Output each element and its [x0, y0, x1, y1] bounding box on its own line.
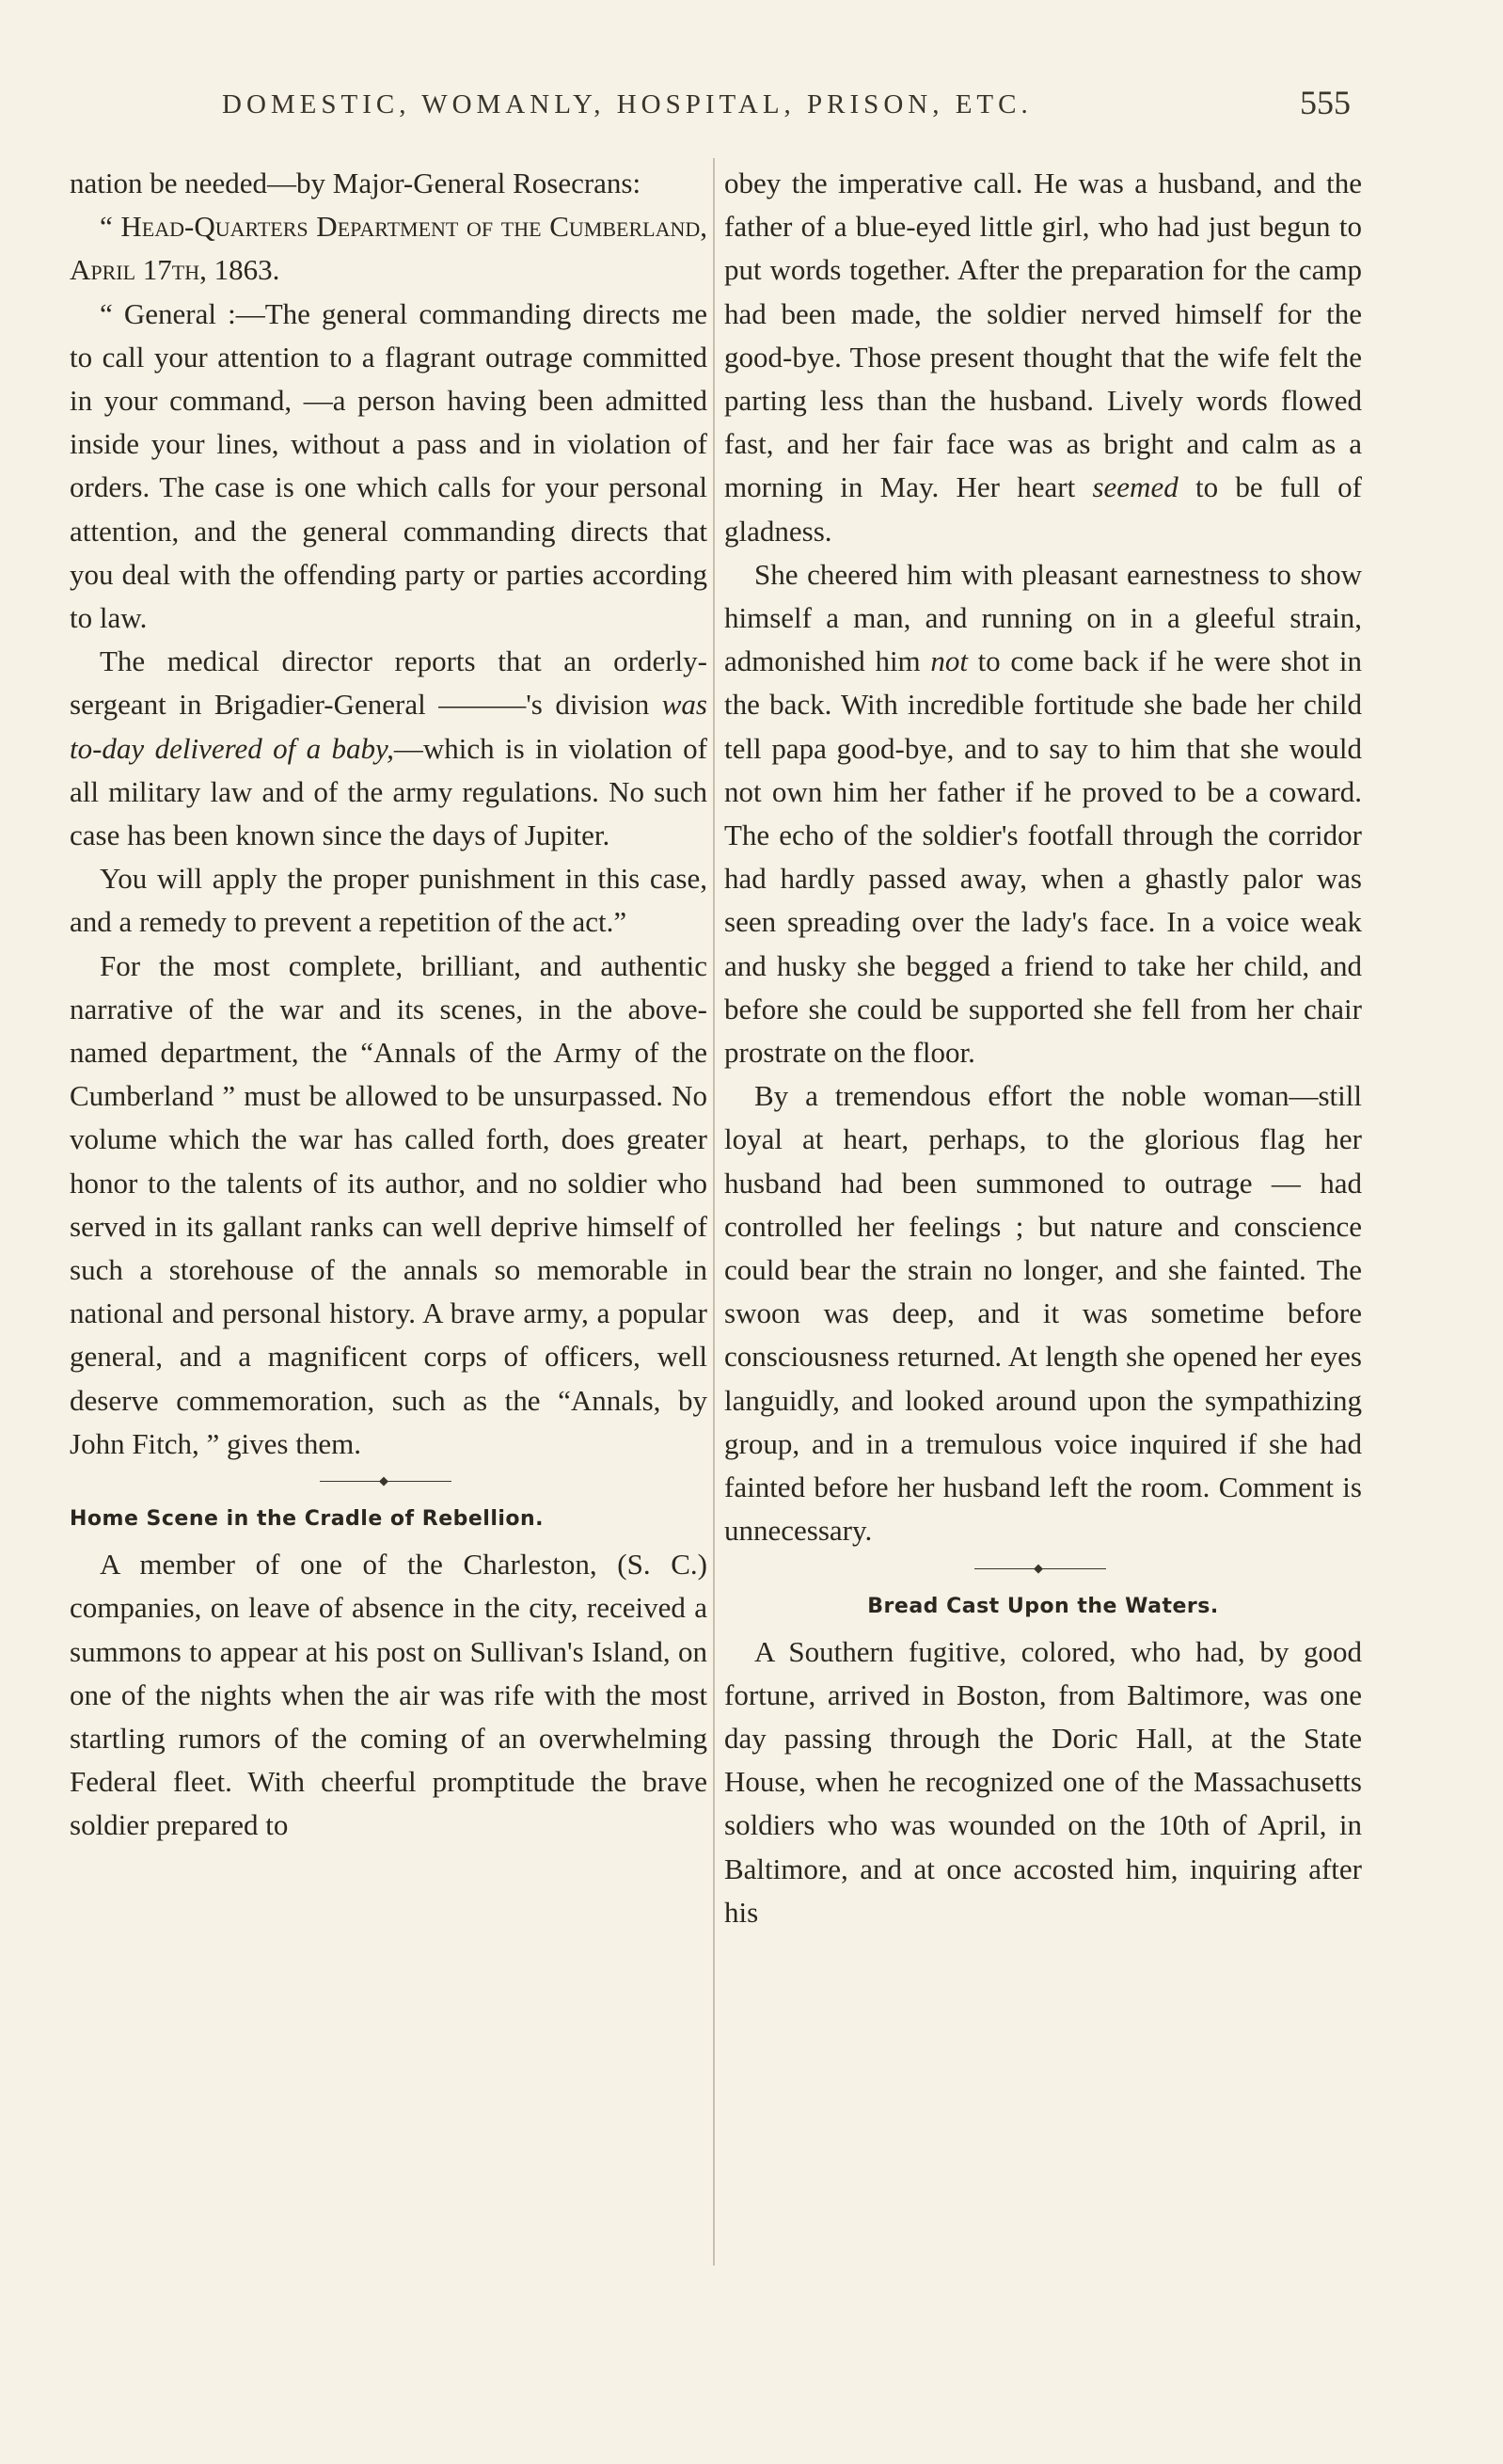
section-divider [724, 1553, 1362, 1583]
text-run: to be full of gladness. [724, 470, 1362, 548]
text-run: obey the imperative call. He was a husband, and the father of a blue-eyed little girl, who had just begun to put words together. After the preparation for the camp had been made, the soldier nerved himself for the good-bye. Those present thought that the wife felt the parting less than the husband. Lively words flowed fast, and her fair face was as bright and calm as a morning in May. Her heart [724, 167, 1362, 504]
section-title: Bread Cast Upon the Waters. [867, 1594, 1219, 1618]
paragraph: “ General :—The general commanding directs me to call your attention to a flagrant outrage committed in your command, —a person having been admitted inside your lines, without a pass and in violation of orders. The case is one which calls for your personal attention, and the general commanding directs that you deal with the offending party or parties according to law. [70, 296, 707, 635]
emphasis-text: seemed [1092, 470, 1179, 504]
paragraph [724, 553, 1362, 1074]
section-title: Home Scene in the Cradle of Rebellion. [70, 1507, 545, 1532]
paragraph: By a tremendous effort the noble woman—still loyal at heart, perhaps, to the glorious flag her husband had been summoned to outrage — had controlled her feelings ; but nature and conscience could bear the strain no longer, and she fainted. The swoon was deep, and it was sometime before consciousness returned. At length she opened her eyes languidly, and looked around upon the sympathizing group, and in a tremulous voice inquired if she had fainted before her husband left the room. Comment is unnecessary. [724, 1079, 1362, 1548]
section-divider [70, 1466, 707, 1496]
column-divider [713, 158, 715, 2265]
paragraph [724, 162, 1362, 553]
left-column [70, 162, 707, 1848]
emphasis-text: not [930, 644, 968, 678]
paragraph: A member of one of the Charleston, (S. C.) companies, on leave of absence in the city, received a summons to appear at his post on Sullivan's Island, on one of the nights when the air was rife with the most startling rumors of the coming of an overwhelming Federal fleet. With cheerful promptitude the brave soldier prepared to [70, 1548, 707, 1842]
running-head: DOMESTIC, WOMANLY, HOSPITAL, PRISON, ETC. [222, 89, 1033, 119]
text-run: to come back if he were shot in the back. With incredible fortitude she bade her child tell papa good-bye, and to say to him that she would not own him her father if he proved to be a coward. The echo of the soldier's footfall through the corridor had hardly passed away, when a ghastly palor was seen spreading over the lady's face. In a voice weak and husky she begged a friend to take her child, and before she could be supported she fell from her chair prostrate on the floor. [724, 644, 1362, 1070]
paragraph: nation be needed—by Major-General Rosecrans: [70, 167, 641, 199]
text-run: —which is in violation of all military law and of the army regulations. No such case has been known since the days of Jupiter. [70, 731, 707, 852]
text-run: She cheered him with pleasant earnestness to show himself a man, and running on in a gleeful strain, admonished him [724, 557, 1362, 678]
text-run: The medical director reports that an orderly-sergeant in Brigadier-General ———'s division [70, 644, 707, 722]
paragraph [70, 640, 707, 857]
page-number: 555 [1300, 84, 1351, 121]
paragraph: You will apply the proper punishment in this case, and a remedy to prevent a repetition of the act.” [70, 862, 707, 939]
emphasis-text: was to-day delivered of a baby, [70, 688, 707, 765]
paragraph: A Southern fugitive, colored, who had, by good fortune, arrived in Boston, from Baltimore, was one day passing through the Doric Hall, at the State House, when he recognized one of the Massachusetts soldiers who was wounded on the 10th of April, in Baltimore, and at once accosted him, inquiring after his [724, 1634, 1362, 1929]
paragraph: For the most complete, brilliant, and authentic narrative of the war and its scenes, in the above-named department, the “Annals of the Army of the Cumberland ” must be allowed to be unsurpassed. No volume which the war has called forth, does greater honor to the talents of its author, and no soldier who served in its gallant ranks can well deprive himself of such a storehouse of the annals so memorable in national and personal history. A brave army, a popular general, and a magnificent corps of officers, well deserve commemoration, such as the “Annals, by John Fitch, ” gives them. [70, 948, 707, 1460]
letter-heading: “ Head-Quarters Department of the Cumberland, April 17th, 1863. [70, 210, 707, 287]
right-column [724, 162, 1362, 1934]
